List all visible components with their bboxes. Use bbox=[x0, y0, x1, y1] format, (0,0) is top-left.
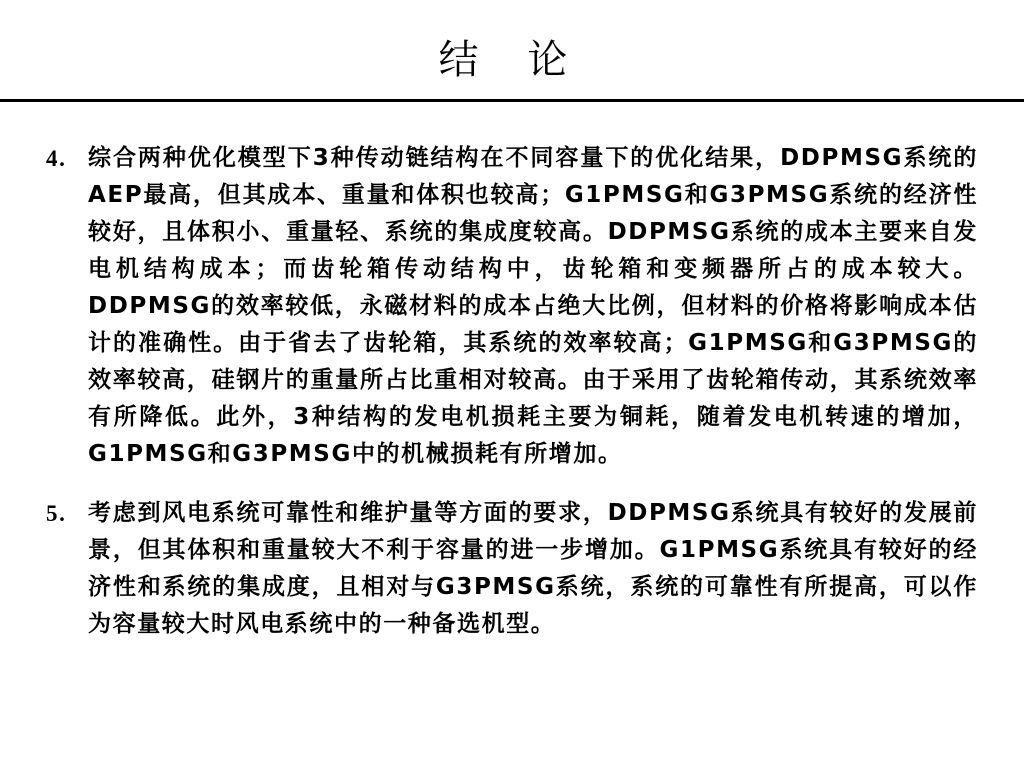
list-item bbox=[38, 140, 978, 473]
slide-title: 结 论 bbox=[438, 37, 586, 83]
list-item bbox=[38, 495, 978, 643]
item-number: 4. bbox=[46, 146, 67, 171]
item-text: 考虑到风电系统可靠性和维护量等方面的要求，DDPMSG系统具有较好的发展前景，但其体积和重量较大不利于容量的进一步增加。G1PMSG系统具有较好的经济性和系统的集成度，且相对与G3PMSG系统，系统的可靠性有所提高，可以作为容量较大时风电系统中的一种备选机型。 bbox=[88, 500, 978, 637]
title-divider bbox=[0, 99, 1024, 102]
conclusion-list bbox=[38, 140, 978, 643]
item-text: 综合两种优化模型下3种传动链结构在不同容量下的优化结果，DDPMSG系统的AEP最高，但其成本、重量和体积也较高；G1PMSG和G3PMSG系统的经济性较好，且体积小、重量轻、系统的集成度较高。DDPMSG系统的成本主要来自发电机结构成本；而齿轮箱传动结构中，齿轮箱和变频器所占的成本较大。DDPMSG的效率较低，永磁材料的成本占绝大比例，但材料的价格将影响成本估计的准确性。由于省去了齿轮箱，其系统的效率较高；G1PMSG和G3PMSG的效率较高，硅钢片的重量所占比重相对较高。由于采用了齿轮箱传动，其系统效率有所降低。此外，3种结构的发电机损耗主要为铜耗，随着发电机转速的增加，G1PMSG和G3PMSG中的机械损耗有所增加。 bbox=[88, 145, 978, 467]
item-number: 5. bbox=[46, 501, 67, 526]
